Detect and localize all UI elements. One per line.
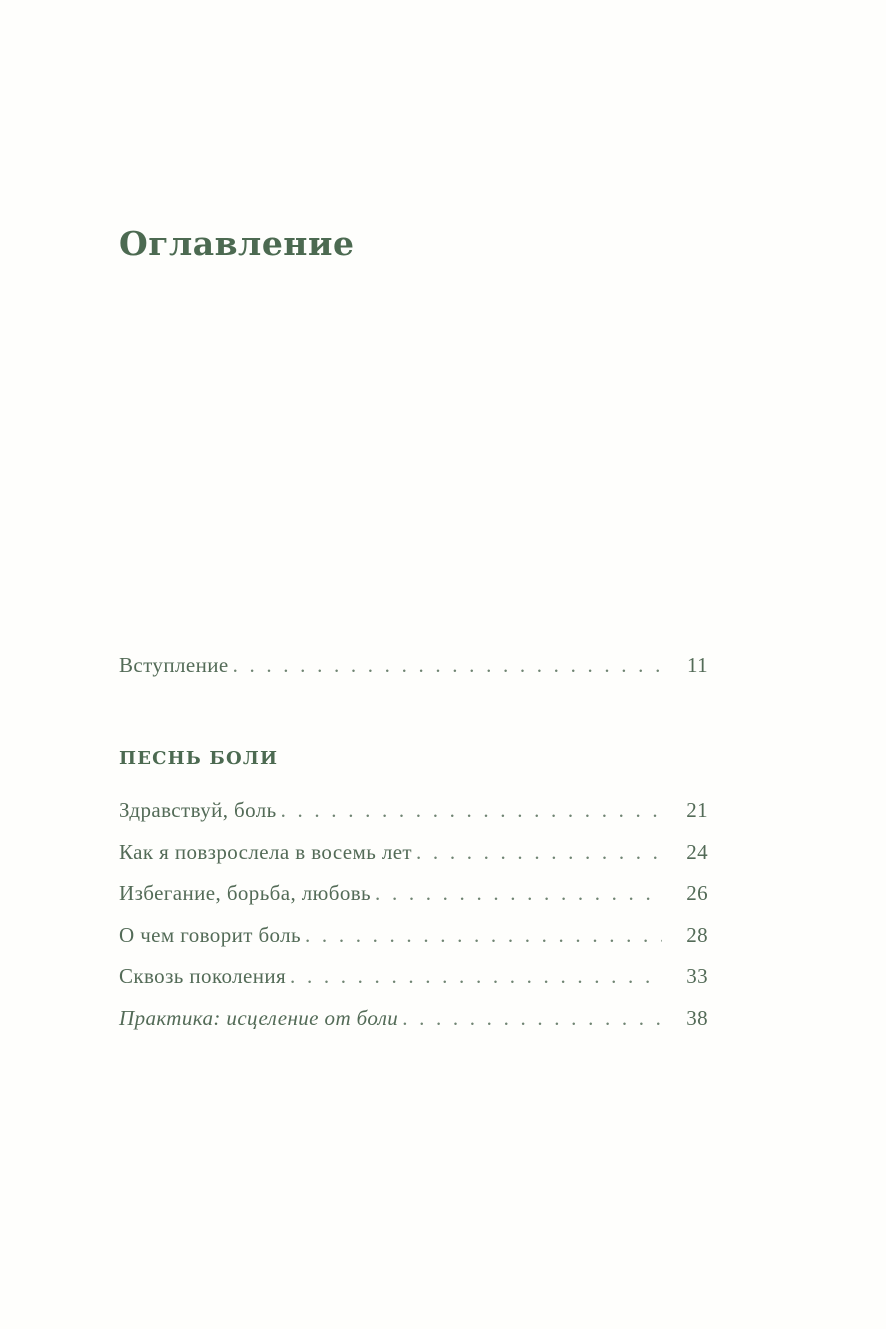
toc-entry-label: Практика: исцеление от боли [119,1006,399,1030]
toc-entry[interactable] [119,962,708,990]
toc-entry[interactable] [119,879,708,907]
toc-entry-page: 38 [686,1006,708,1030]
page-title: Оглавление [119,224,355,263]
dot-leader [375,879,662,907]
section-heading: ПЕСНЬ БОЛИ [119,748,279,769]
dot-leader [402,1004,662,1032]
toc-entry-label: Сквозь поколения [119,964,287,988]
toc-entry-practice[interactable] [119,1004,708,1032]
toc-entry-page: 33 [686,964,708,988]
toc-entry-intro[interactable] [119,651,708,679]
dot-leader [305,921,662,949]
toc-entry[interactable] [119,796,708,824]
toc-entry-page: 26 [686,881,708,905]
toc-entry-label: Вступление [119,653,229,677]
dot-leader [281,796,662,824]
dot-leader [290,962,662,990]
toc-entry-label: Как я повзрослела в восемь лет [119,840,413,864]
toc-entry-label: О чем говорит боль [119,923,302,947]
toc-entry-page: 11 [686,653,708,677]
toc-entry-page: 21 [686,798,708,822]
toc-entry-page: 28 [686,923,708,947]
toc-entry[interactable] [119,838,708,866]
toc-entry-page: 24 [686,840,708,864]
toc-entry[interactable] [119,921,708,949]
toc-entry-label: Здравствуй, боль [119,798,277,822]
dot-leader [233,651,662,679]
toc-entry-label: Избегание, борьба, любовь [119,881,372,905]
dot-leader [416,838,662,866]
